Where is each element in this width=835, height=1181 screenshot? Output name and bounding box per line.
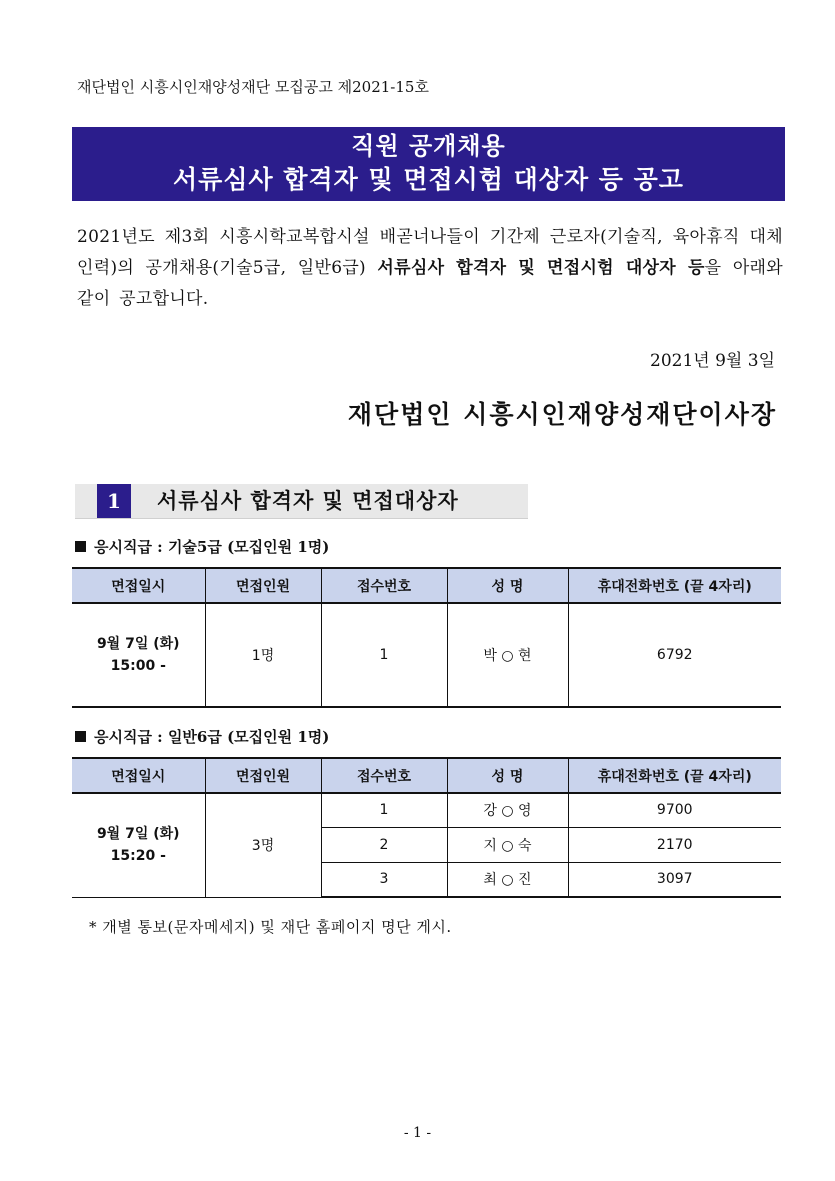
interview-date: 9월 7일 (화) <box>96 636 180 652</box>
applicant-name: 최 ○ 진 <box>447 862 568 897</box>
interview-datetime <box>72 793 205 897</box>
receipt-number: 1 <box>321 793 447 827</box>
receipt-number: 3 <box>321 862 447 897</box>
interview-date: 9월 7일 (화) <box>96 826 180 843</box>
interview-count: 3명 <box>205 793 321 897</box>
phone-last4: 2170 <box>568 827 781 862</box>
table-row <box>72 603 781 707</box>
group1-label <box>75 536 329 557</box>
interview-time: 15:00 - <box>110 658 166 674</box>
issuer-name: 재단법인 시흥시인재양성재단이사장 <box>347 400 777 429</box>
footnote: * 개별 통보(문자메세지) 및 재단 홈페이지 명단 게시. <box>89 918 452 936</box>
header-interview-date: 면접일시 <box>72 568 205 603</box>
applicant-name: 강 ○ 영 <box>447 793 568 827</box>
applicant-name: 지 ○ 숙 <box>447 827 568 862</box>
header-name: 성 명 <box>447 758 568 793</box>
group1-label-text: 응시직급 : 기술5급 (모집인원 1명) <box>94 538 330 556</box>
notice-number: 재단법인 시흥시인재양성재단 모집공고 제2021-15호 <box>77 78 429 96</box>
section-title: 서류심사 합격자 및 면접대상자 <box>157 488 459 513</box>
receipt-number: 2 <box>321 827 447 862</box>
intro-text-2: 을 아래와 같이 공고합니다. <box>77 258 783 309</box>
title-line-1: 직원 공개채용 <box>351 132 506 160</box>
section-header <box>75 484 528 519</box>
header-interview-count: 면접인원 <box>205 758 321 793</box>
group2-label-text: 응시직급 : 일반6급 (모집인원 1명) <box>94 728 330 746</box>
intro-paragraph <box>77 222 783 315</box>
title-line-2: 서류심사 합격자 및 면접시험 대상자 등 공고 <box>173 165 684 194</box>
receipt-number: 1 <box>321 603 447 707</box>
header-interview-count: 면접인원 <box>205 568 321 603</box>
intro-bold-text: 서류심사 합격자 및 면접시험 대상자 등 <box>377 258 705 278</box>
group2-label <box>75 726 329 747</box>
group1-table <box>72 567 781 708</box>
intro-text-1: 2021년도 제3회 시흥시학교복합시설 배곧너나들이 기간제 근로자(기술직, 육아휴직 대체인력)의 공개채용(기술5급, 일반6급) <box>77 227 783 278</box>
interview-datetime <box>72 603 205 707</box>
phone-last4: 3097 <box>568 862 781 897</box>
group2-table <box>72 757 781 898</box>
square-bullet-icon <box>75 731 86 742</box>
square-bullet-icon <box>75 541 86 552</box>
table-row <box>72 793 781 827</box>
header-name: 성 명 <box>447 568 568 603</box>
applicant-name: 박 ○ 현 <box>447 603 568 707</box>
table-header-row <box>72 568 781 603</box>
header-receipt-number: 접수번호 <box>321 568 447 603</box>
section-number: 1 <box>97 484 131 518</box>
header-phone: 휴대전화번호 (끝 4자리) <box>568 568 781 603</box>
title-banner <box>72 127 785 201</box>
interview-count: 1명 <box>205 603 321 707</box>
notice-date: 2021년 9월 3일 <box>650 351 775 371</box>
header-phone: 휴대전화번호 (끝 4자리) <box>568 758 781 793</box>
phone-last4: 6792 <box>568 603 781 707</box>
header-receipt-number: 접수번호 <box>321 758 447 793</box>
interview-time: 15:20 - <box>110 848 166 865</box>
header-interview-date: 면접일시 <box>72 758 205 793</box>
table-header-row <box>72 758 781 793</box>
page-number: - 1 - <box>403 1125 432 1141</box>
phone-last4: 9700 <box>568 793 781 827</box>
